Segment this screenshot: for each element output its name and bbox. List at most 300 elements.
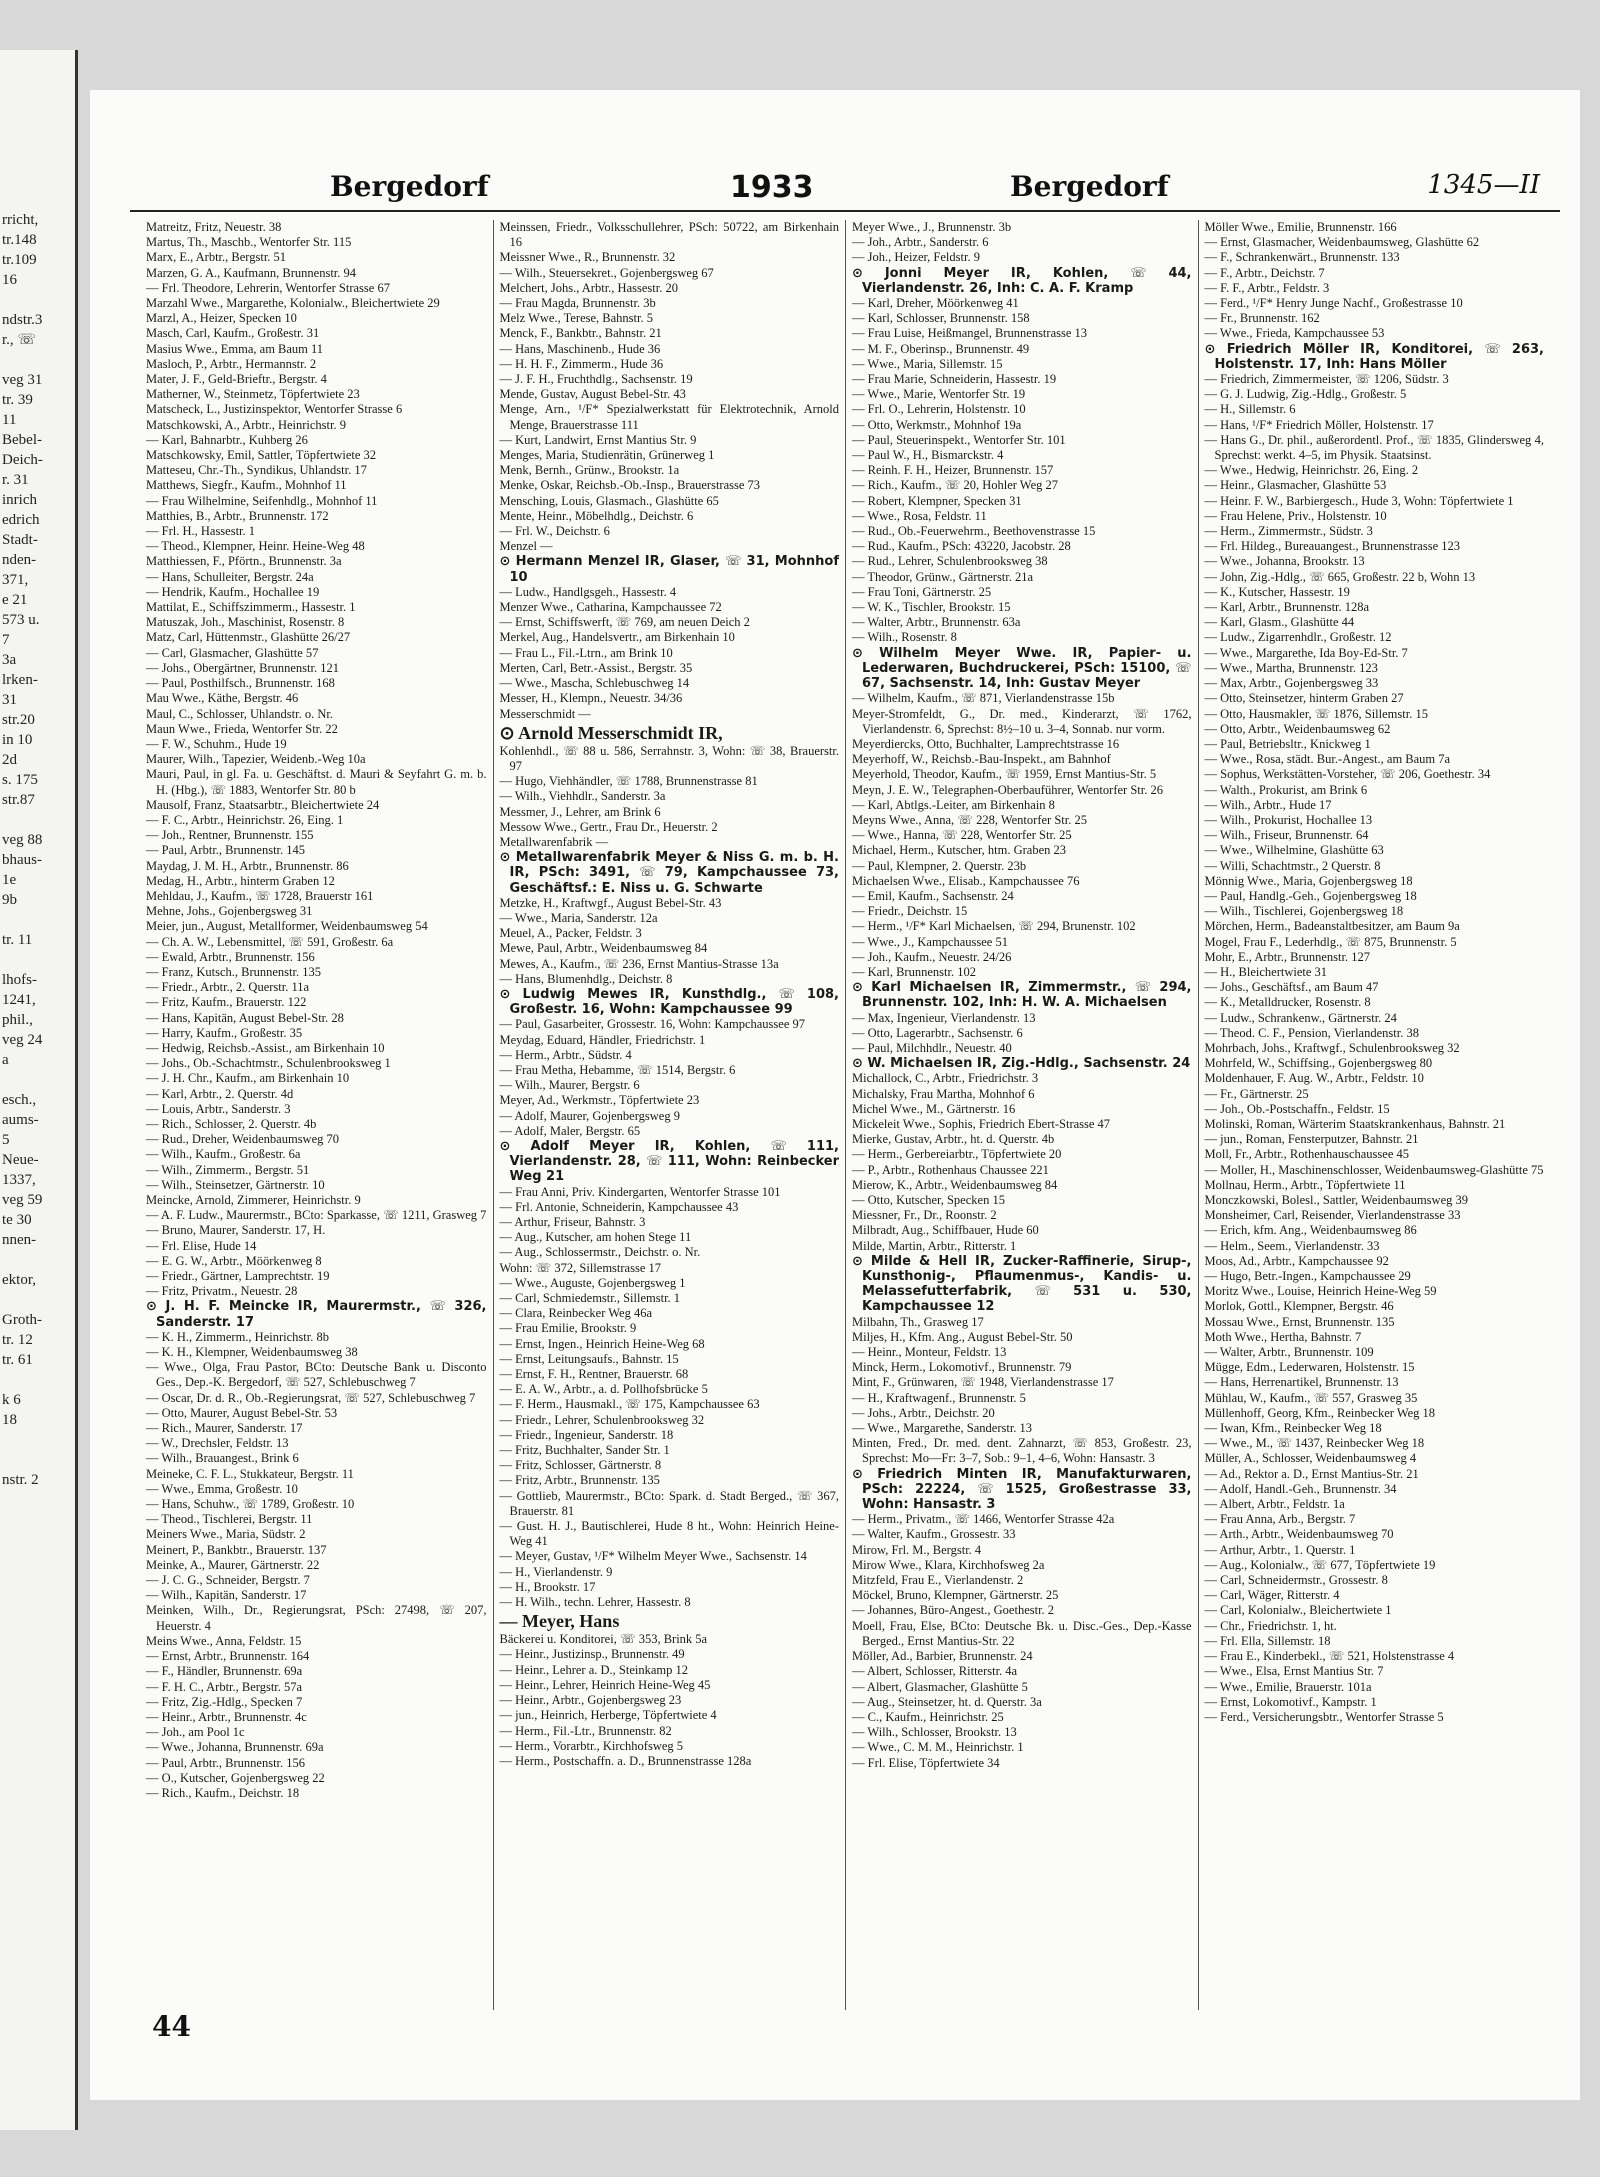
directory-entry: Meyer, Ad., Werkmstr., Töpfertwiete 23 <box>499 1093 700 1108</box>
directory-entry: ⊙ Metallwarenfabrik Meyer & Niss G. m. b. H. IR, PSch: 3491, ☏ 79, Kampchaussee 73, Geschäftsf.: E. Niss u. G. Schwarte <box>499 850 839 896</box>
directory-entry: — Herm., Arbtr., Südstr. 4 <box>499 1047 632 1062</box>
directory-entry: — Ernst, Arbtr., Brunnenstr. 164 <box>146 1649 310 1664</box>
directory-entry: — W. K., Tischler, Brookstr. 15 <box>852 600 1011 615</box>
directory-entry: Moldenhauer, F. Aug. W., Arbtr., Feldstr. 10 <box>1204 1071 1424 1086</box>
directory-entry: — Fritz, Buchhalter, Sander Str. 1 <box>499 1443 670 1458</box>
directory-entry: — Rud., Kaufm., PSch: 43220, Jacobstr. 28 <box>852 539 1071 554</box>
directory-entry: — Wilh., Kaufm., Großestr. 6a <box>146 1147 301 1162</box>
edge-fragment: veg 31 <box>2 372 43 388</box>
directory-entry: Mohr, E., Arbtr., Brunnenstr. 127 <box>1204 949 1370 964</box>
directory-entry: — Frl. Elise, Töpfertwiete 34 <box>852 1755 1000 1770</box>
directory-entry: — Otto, Werkmstr., Mohnhof 19a <box>852 417 1022 432</box>
directory-entry: Wohn: ☏ 372, Sillemstrasse 17 <box>499 1260 661 1275</box>
directory-entry: — Albert, Arbtr., Feldstr. 1a <box>1204 1497 1345 1512</box>
directory-entry: — Frau Marie, Schneiderin, Hassestr. 19 <box>852 372 1057 387</box>
directory-entry: — F., Arbtr., Deichstr. 7 <box>1204 265 1325 280</box>
directory-entry: — Friedr., Ingenieur, Sanderstr. 18 <box>499 1427 674 1442</box>
directory-entry: — Bruno, Maurer, Sanderstr. 17, H. <box>146 1223 326 1238</box>
directory-entry: — Joh., Rentner, Brunnenstr. 155 <box>146 828 314 843</box>
directory-entry: — Otto, Maurer, August Bebel-Str. 53 <box>146 1405 338 1420</box>
directory-entry: Meyerdiercks, Otto, Buchhalter, Lamprechtstrasse 16 <box>852 736 1120 751</box>
directory-entry: — Fritz, Schlosser, Gärtnerstr. 8 <box>499 1458 662 1473</box>
directory-entry: — Hans, Schuhw., ☏ 1789, Großestr. 10 <box>146 1497 355 1512</box>
directory-entry: — Wilh., Arbtr., Hude 17 <box>1204 797 1332 812</box>
directory-entry: Mater, J. F., Geld-Brieftr., Bergstr. 4 <box>146 372 327 387</box>
directory-entry: Martus, Th., Maschb., Wentorfer Str. 115 <box>146 235 352 250</box>
directory-entry: Milbradt, Aug., Schiffbauer, Hude 60 <box>852 1223 1039 1238</box>
directory-entry: — Ernst, Leitungsaufs., Bahnstr. 15 <box>499 1351 679 1366</box>
directory-entry: — Joh., Ob.-Postschaffn., Feldstr. 15 <box>1204 1101 1390 1116</box>
directory-entry: — Ch. A. W., Lebensmittel, ☏ 591, Großestr. 6a <box>146 934 394 949</box>
directory-entry: — Wwe., Marie, Wentorfer Str. 19 <box>852 387 1026 402</box>
directory-entry: Messow Wwe., Gertr., Frau Dr., Heuerstr. 2 <box>499 819 718 834</box>
directory-entry: — Ernst, Glasmacher, Weidenbaumsweg, Glashütte 62 <box>1204 235 1480 250</box>
directory-entry: — Herm., Zimmermstr., Südstr. 3 <box>1204 524 1373 539</box>
directory-entry: — Karl, Arbtr., 2. Querstr. 4d <box>146 1086 294 1101</box>
directory-entry: Matherner, W., Steinmetz, Töpfertwiete 23 <box>146 387 360 402</box>
edge-fragment: Neue- <box>2 1152 39 1168</box>
directory-entry: Matschkowski, A., Arbtr., Heinrichstr. 9 <box>146 417 346 432</box>
directory-entry: ⊙ Friedrich Minten IR, Manufakturwaren, PSch: 22224, ☏ 1525, Großestrasse 33, Wohn: Hansastr. 3 <box>852 1466 1192 1513</box>
footer-page-number: 44 <box>152 2010 191 2043</box>
directory-entry: — Herm., ¹/F* Karl Michaelsen, ☏ 294, Brunenstr. 102 <box>852 919 1136 934</box>
directory-entry: — Paul, Steuerinspekt., Wentorfer Str. 101 <box>852 432 1066 447</box>
directory-entry: Medag, H., Arbtr., hinterm Graben 12 <box>146 873 335 888</box>
directory-entry: — Frau E., Kinderbekl., ☏ 521, Holstenstrasse 4 <box>1204 1649 1455 1664</box>
directory-entry: ⊙ Jonni Meyer IR, Kohlen, ☏ 44, Vierlandenstr. 26, Inh: C. A. F. Kramp <box>852 265 1192 296</box>
directory-entry: Müller, A., Schlosser, Weidenbaumsweg 4 <box>1204 1451 1417 1466</box>
directory-entry: — Hugo, Viehhändler, ☏ 1788, Brunnenstrasse 81 <box>499 774 758 789</box>
directory-entry: — F. F., Arbtr., Feldstr. 3 <box>1204 280 1330 295</box>
directory-entry: Bäckerei u. Konditorei, ☏ 353, Brink 5a <box>499 1632 708 1647</box>
edge-fragment: 7 <box>2 632 10 648</box>
directory-entry: Müllenhoff, Georg, Kfm., Reinbecker Weg 18 <box>1204 1405 1436 1420</box>
directory-entry: Mende, Gustav, August Bebel-Str. 43 <box>499 387 686 402</box>
directory-entry: Mühlau, W., Kaufm., ☏ 557, Grasweg 35 <box>1204 1390 1418 1405</box>
directory-entry: — Rich., Schlosser, 2. Querstr. 4b <box>146 1116 317 1131</box>
directory-entry: Miessner, Fr., Dr., Roonstr. 2 <box>852 1208 997 1223</box>
directory-entry: — Wwe., Maria, Sillemstr. 15 <box>852 356 1003 371</box>
header-place-right: Bergedorf <box>1010 170 1169 203</box>
directory-entry: — Frau Helene, Priv., Holstenstr. 10 <box>1204 508 1387 523</box>
edge-fragment: e 21 <box>2 592 28 608</box>
directory-entry: Mierke, Gustav, Arbtr., ht. d. Querstr. 4b <box>852 1132 1055 1147</box>
directory-entry: — J. H. Chr., Kaufm., am Birkenhain 10 <box>146 1071 350 1086</box>
directory-entry: — Ludw., Zigarrenhdlr., Großestr. 12 <box>1204 630 1392 645</box>
edge-fragment: inrich <box>2 492 37 508</box>
directory-entry: — Helm., Seem., Vierlandenstr. 33 <box>1204 1238 1380 1253</box>
directory-entry: — Ernst, F. H., Rentner, Brauerstr. 68 <box>499 1367 689 1382</box>
directory-entry: — Wwe., Wilhelmine, Glashütte 63 <box>1204 843 1384 858</box>
edge-fragment: str.20 <box>2 712 35 728</box>
edge-fragment: 16 <box>2 272 17 288</box>
directory-entry: — Max, Arbtr., Gojenbergsweg 33 <box>1204 676 1379 691</box>
directory-entry: Meyerhoff, W., Reichsb.-Bau-Inspekt., am Bahnhof <box>852 752 1111 767</box>
directory-entry: Messerschmidt — <box>499 706 591 721</box>
edge-fragment: rricht, <box>2 212 39 228</box>
directory-entry: Menke, Oskar, Reichsb.-Ob.-Insp., Brauerstrasse 73 <box>499 478 761 493</box>
directory-entry: — Adolf, Handl.-Geh., Brunnenstr. 34 <box>1204 1481 1397 1496</box>
directory-entry: Mügge, Edm., Lederwaren, Holstenstr. 15 <box>1204 1360 1415 1375</box>
directory-entry: — Hans, Schulleiter, Bergstr. 24a <box>146 569 314 584</box>
directory-entry: — Karl, Brunnenstr. 102 <box>852 964 976 979</box>
edge-fragment: Deich- <box>2 452 43 468</box>
directory-entry: — Frl. H., Hassestr. 1 <box>146 524 256 539</box>
directory-columns <box>140 220 1550 2010</box>
directory-entry: — Frau L., Fil.-Ltrn., am Brink 10 <box>499 645 673 660</box>
directory-entry: — Louis, Arbtr., Sanderstr. 3 <box>146 1101 291 1116</box>
directory-entry: — F. W., Schuhm., Hude 19 <box>146 736 287 751</box>
edge-fragment: 31 <box>2 692 17 708</box>
directory-entry: — Walter, Arbtr., Brunnenstr. 63a <box>852 615 1021 630</box>
directory-entry: — Rich., Maurer, Sanderstr. 17 <box>146 1421 303 1436</box>
directory-entry: — Paul, Gasarbeiter, Grossestr. 16, Wohn: Kampchaussee 97 <box>499 1017 805 1032</box>
directory-entry: — Kurt, Landwirt, Ernst Mantius Str. 9 <box>499 432 697 447</box>
edge-fragment: nstr. 2 <box>2 1472 39 1488</box>
directory-entry: — Paul, Arbtr., Brunnenstr. 145 <box>146 843 306 858</box>
directory-entry: — Herm., Fil.-Ltr., Brunnenstr. 82 <box>499 1723 672 1738</box>
directory-entry: — F., Händler, Brunnenstr. 69a <box>146 1664 303 1679</box>
directory-entry: — H. H. F., Zimmerm., Hude 36 <box>499 356 664 371</box>
directory-entry: — Arthur, Friseur, Bahnstr. 3 <box>499 1215 646 1229</box>
directory-entry: ⊙ Milde & Hell IR, Zucker-Raffinerie, Sirup-, Kunsthonig-, Pflaumenmus-, Kandis- u. Melassefutterfabrik, ☏ 531 u. 530, Kampchaussee 12 <box>852 1253 1192 1315</box>
edge-fragment: tr. 12 <box>2 1332 33 1348</box>
directory-entry: — H., Vierlandenstr. 9 <box>499 1564 613 1579</box>
edge-fragment: tr.148 <box>2 232 37 248</box>
directory-entry: — Adolf, Maurer, Gojenbergsweg 9 <box>499 1108 680 1123</box>
directory-entry: — Albert, Schlosser, Ritterstr. 4a <box>852 1664 1018 1679</box>
directory-entry: Metzke, H., Kraftwgf., August Bebel-Str. 43 <box>499 895 722 910</box>
edge-fragment: 371, <box>2 572 29 588</box>
directory-entry: — Hugo, Betr.-Ingen., Kampchaussee 29 <box>1204 1269 1411 1284</box>
edge-fragment <box>2 810 75 830</box>
adjacent-page-edge <box>0 50 78 2130</box>
directory-entry: — Aug., Kutscher, am hohen Stege 11 <box>499 1230 692 1245</box>
directory-entry: — Hans, Herrenartikel, Brunnenstr. 13 <box>1204 1375 1399 1390</box>
edge-fragment: a <box>2 1052 9 1068</box>
directory-entry: Menges, Maria, Studienrätin, Grünerweg 1 <box>499 448 715 463</box>
directory-entry: Mönnig Wwe., Maria, Gojenbergsweg 18 <box>1204 873 1413 888</box>
directory-entry: Merten, Carl, Betr.-Assist., Bergstr. 35 <box>499 660 693 675</box>
directory-page <box>90 90 1580 2100</box>
edge-fragment: Stadt- <box>2 532 38 548</box>
directory-entry: — Robert, Klempner, Specken 31 <box>852 493 1022 508</box>
directory-entry: — Oscar, Dr. d. R., Ob.-Regierungsrat, ☏ 527, Schlebuschweg 7 <box>146 1390 476 1405</box>
directory-entry: Menk, Bernh., Grünw., Brookstr. 1a <box>499 463 680 478</box>
directory-entry: Matteseu, Chr.-Th., Syndikus, Uhlandstr. 17 <box>146 463 367 478</box>
edge-fragment: 2d <box>2 752 17 768</box>
directory-entry: Michalsky, Frau Martha, Mohnhof 6 <box>852 1086 1035 1101</box>
directory-entry: Melz Wwe., Terese, Bahnstr. 5 <box>499 311 653 326</box>
directory-entry: — Wwe., Margarethe, Ida Boy-Ed-Str. 7 <box>1204 645 1408 660</box>
directory-entry: — Reinh. F. H., Heizer, Brunnenstr. 157 <box>852 463 1054 478</box>
directory-entry: — Wilh., Friseur, Brunnenstr. 64 <box>1204 828 1369 843</box>
directory-entry: — Fr., Brunnenstr. 162 <box>1204 311 1320 326</box>
directory-entry: — F. C., Arbtr., Heinrichstr. 26, Eing. 1 <box>146 812 344 827</box>
directory-entry: Monsheimer, Carl, Reisender, Vierlandenstrasse 33 <box>1204 1208 1461 1223</box>
directory-entry: Marzl, A., Heizer, Specken 10 <box>146 311 297 326</box>
directory-entry: ⊙ Hermann Menzel IR, Glaser, ☏ 31, Mohnhof 10 <box>499 554 839 585</box>
directory-entry: — Arthur, Arbtr., 1. Querstr. 1 <box>1204 1542 1356 1557</box>
directory-entry: — Wwe., Johanna, Brookstr. 13 <box>1204 554 1365 569</box>
directory-entry: Möckel, Bruno, Klempner, Gärtnerstr. 25 <box>852 1588 1059 1603</box>
directory-entry: Meinken, Wilh., Dr., Regierungsrat, PSch: 27498, ☏ 207, Heuerstr. 4 <box>146 1603 487 1633</box>
directory-entry: — Paul, Handlg.-Geh., Gojenbergsweg 18 <box>1204 888 1417 903</box>
directory-entry: — Wilh., Steuersekret., Gojenbergsweg 67 <box>499 265 714 280</box>
directory-entry: — Herm., Gerbereiarbtr., Töpfertwiete 20 <box>852 1147 1062 1162</box>
directory-entry: — Friedrich, Zimmermeister, ☏ 1206, Südstr. 3 <box>1204 372 1449 387</box>
directory-entry: — Otto, Kutscher, Specken 15 <box>852 1193 1005 1207</box>
directory-entry: Menck, F., Bankbtr., Bahnstr. 21 <box>499 326 662 341</box>
directory-entry: Mausolf, Franz, Staatsarbtr., Bleichertwiete 24 <box>146 797 380 812</box>
directory-entry: — Wilh., Zimmerm., Bergstr. 51 <box>146 1162 310 1177</box>
directory-entry: — Wwe., Hanna, ☏ 228, Wentorfer Str. 25 <box>852 828 1072 843</box>
edge-fragment: r., ☏ <box>2 332 37 348</box>
directory-entry: — Johs., Arbtr., Deichstr. 20 <box>852 1405 995 1420</box>
directory-entry: — Wilh., Schlosser, Brookstr. 13 <box>852 1725 1017 1740</box>
directory-entry: — Frau Magda, Brunnenstr. 3b <box>499 296 656 311</box>
directory-entry: — Wilh., Steinsetzer, Gärtnerstr. 10 <box>146 1177 325 1192</box>
header-page-number: 1345—II <box>1427 170 1540 200</box>
directory-entry: — jun., Heinrich, Herberge, Töpfertwiete 4 <box>499 1708 717 1723</box>
directory-entry: — Rich., Kaufm., Deichstr. 18 <box>146 1785 300 1800</box>
directory-entry: — Frau Metha, Hebamme, ☏ 1514, Bergstr. 6 <box>499 1062 736 1077</box>
directory-entry: Moritz Wwe., Louise, Heinrich Heine-Weg 59 <box>1204 1284 1437 1299</box>
directory-entry: — Ewald, Arbtr., Brunnenstr. 156 <box>146 949 315 964</box>
directory-entry: — Carl, Schneidermstr., Grossestr. 8 <box>1204 1573 1388 1588</box>
directory-entry: Mogel, Frau F., Lederhdlg., ☏ 875, Brunnenstr. 5 <box>1204 934 1457 949</box>
directory-entry: — Heinr., Monteur, Feldstr. 13 <box>852 1345 1007 1360</box>
directory-entry: Michel Wwe., M., Gärtnerstr. 16 <box>852 1101 1016 1116</box>
directory-entry: — Friedr., Lehrer, Schulenbrooksweg 32 <box>499 1412 705 1427</box>
directory-entry: — Meyer, Hans <box>499 1611 620 1632</box>
directory-entry: — Walth., Prokurist, am Brink 6 <box>1204 782 1368 797</box>
directory-entry: Marx, E., Arbtr., Bergstr. 51 <box>146 250 287 265</box>
directory-entry: Milbahn, Th., Grasweg 17 <box>852 1314 984 1329</box>
directory-entry: — Frl. Antonie, Schneiderin, Kampchaussee 43 <box>499 1199 739 1214</box>
directory-entry: — Wilh., Prokurist, Hochallee 13 <box>1204 812 1373 827</box>
directory-entry: — E. G. W., Arbtr., Möörkenweg 8 <box>146 1253 322 1268</box>
directory-entry: — Johs., Geschäftsf., am Baum 47 <box>1204 980 1379 995</box>
edge-fragment: veg 88 <box>2 832 43 848</box>
directory-entry: Minten, Fred., Dr. med. dent. Zahnarzt, ☏ 853, Großestr. 23, Sprechst: Mo—Fr: 3–7, Sob.: 9–1, 4–6, Wohn: Hansastr. 3 <box>852 1436 1192 1466</box>
directory-entry: — Gust. H. J., Bautischlerei, Hude 8 ht., Wohn: Heinrich Heine-Weg 41 <box>499 1519 839 1549</box>
directory-entry: — Chr., Friedrichstr. 1, ht. <box>1204 1618 1337 1633</box>
directory-entry: Mohrfeld, W., Schiffsing., Gojenbergsweg 80 <box>1204 1056 1433 1071</box>
edge-fragment: Groth- <box>2 1312 42 1328</box>
directory-entry: — Aug., Kolonialw., ☏ 677, Töpfertwiete 19 <box>1204 1557 1436 1572</box>
header-place-left: Bergedorf <box>330 170 489 203</box>
directory-entry: — G. J. Ludwig, Zig.-Hdlg., Großestr. 5 <box>1204 387 1407 402</box>
directory-entry: — Fr., Gärtnerstr. 25 <box>1204 1086 1309 1101</box>
directory-entry: — Emil, Kaufm., Sachsenstr. 24 <box>852 888 1014 903</box>
directory-entry: Matthews, Siegfr., Kaufm., Mohnhof 11 <box>146 478 347 493</box>
directory-entry: Merkel, Aug., Handelsvertr., am Birkenhain 10 <box>499 630 735 645</box>
directory-entry: — Herm., Vorarbtr., Kirchhofsweg 5 <box>499 1738 684 1753</box>
directory-entry: — Joh., am Pool 1c <box>146 1725 245 1740</box>
edge-fragment <box>2 290 75 310</box>
edge-fragment: lrken- <box>2 672 38 688</box>
directory-entry: — Theod. C. F., Pension, Vierlandenstr. 38 <box>1204 1025 1419 1040</box>
directory-entry: Meineke, C. F. L., Stukkateur, Bergstr. 11 <box>146 1466 354 1481</box>
directory-entry: — Fritz, Arbtr., Brunnenstr. 135 <box>499 1473 660 1488</box>
edge-fragment: te 30 <box>2 1212 32 1228</box>
directory-entry: — Aug., Steinsetzer, ht. d. Querstr. 3a <box>852 1694 1042 1709</box>
directory-entry: — E. A. W., Arbtr., a. d. Pollhofsbrücke 5 <box>499 1382 708 1397</box>
directory-entry: — W., Drechsler, Feldstr. 13 <box>146 1436 289 1451</box>
directory-entry: Mint, F., Grünwaren, ☏ 1948, Vierlandenstrasse 17 <box>852 1375 1114 1390</box>
edge-fragment: veg 24 <box>2 1032 43 1048</box>
directory-entry: — Ludw., Schrankenw., Gärtnerstr. 24 <box>1204 1010 1397 1025</box>
directory-entry: — Paul, Milchhdlr., Neuestr. 40 <box>852 1040 1012 1055</box>
directory-entry: Michael, Herm., Kutscher, htm. Graben 23 <box>852 843 1067 858</box>
directory-entry: Mitzfeld, Frau E., Vierlandenstr. 2 <box>852 1573 1024 1588</box>
directory-entry: ⊙ Wilhelm Meyer Wwe. IR, Papier- u. Lederwaren, Buchdruckerei, PSch: 15100, ☏ 67, Sachsenstr. 14, Inh: Gustav Meyer <box>852 645 1192 692</box>
directory-entry: — Carl, Kolonialw., Bleichertwiete 1 <box>1204 1603 1392 1618</box>
directory-entry: — Frau Emilie, Brookstr. 9 <box>499 1321 637 1336</box>
directory-entry: — Otto, Lagerarbtr., Sachsenstr. 6 <box>852 1025 1023 1040</box>
directory-entry: Molinski, Roman, Wärterim Staatskrankenhaus, Bahnstr. 21 <box>1204 1116 1506 1131</box>
directory-entry: Matz, Carl, Hüttenmstr., Glashütte 26/27 <box>146 630 351 645</box>
edge-fragment <box>2 1250 75 1270</box>
directory-entry: — Wwe., Hedwig, Heinrichstr. 26, Eing. 2 <box>1204 463 1419 478</box>
directory-entry: ⊙ W. Michaelsen IR, Zig.-Hdlg., Sachsenstr. 24 <box>852 1056 1191 1072</box>
column-4 <box>1198 220 1551 2010</box>
edge-fragment: 1241, <box>2 992 36 1008</box>
directory-entry: — Wwe., Rosa, städt. Bur.-Angest., am Baum 7a <box>1204 752 1451 767</box>
directory-entry: Möller, Ad., Barbier, Brunnenstr. 24 <box>852 1649 1033 1664</box>
directory-entry: — Ludw., Handlgsgeh., Hassestr. 4 <box>499 584 677 599</box>
directory-entry: — Clara, Reinbecker Weg 46a <box>499 1306 653 1321</box>
directory-entry: Miljes, H., Kfm. Ang., August Bebel-Str. 50 <box>852 1329 1073 1344</box>
directory-entry: — Rud., Lehrer, Schulenbrooksweg 38 <box>852 554 1048 569</box>
directory-entry: — Paul, Betriebsltr., Knickweg 1 <box>1204 736 1371 751</box>
directory-entry: — Johannes, Büro-Angest., Goethestr. 2 <box>852 1603 1055 1618</box>
directory-entry: — Hans G., Dr. phil., außerordentl. Prof., ☏ 1835, Glindersweg 4, Sprechst: werkt. 4–5, im Physik. Staatsinst. <box>1204 432 1544 463</box>
edge-fragment: r. 31 <box>2 472 29 488</box>
edge-fragment: bhaus- <box>2 852 42 868</box>
directory-entry: — Frl. O., Lehrerin, Holstenstr. 10 <box>852 402 1026 417</box>
directory-entry: — Heinr., Justizinsp., Brunnenstr. 49 <box>499 1647 685 1662</box>
directory-entry: — Paul, Klempner, 2. Querstr. 23b <box>852 858 1027 873</box>
edge-fragment: tr. 39 <box>2 392 33 408</box>
directory-entry: — Wwe., Auguste, Gojenbergsweg 1 <box>499 1275 686 1290</box>
directory-entry: Meyn, J. E. W., Telegraphen-Oberbauführer, Wentorfer Str. 26 <box>852 782 1163 797</box>
edge-fragment: 18 <box>2 1412 17 1428</box>
edge-fragment: tr. 61 <box>2 1352 33 1368</box>
directory-entry: Moll, Fr., Arbtr., Rothenhauschaussee 45 <box>1204 1147 1409 1162</box>
directory-entry: Matscheck, L., Justizinspektor, Wentorfer Strasse 6 <box>146 402 403 417</box>
directory-entry: — Rud., Dreher, Weidenbaumsweg 70 <box>146 1132 340 1147</box>
directory-entry: — Heinr., Lehrer, Heinrich Heine-Weg 45 <box>499 1677 711 1692</box>
directory-entry: Meissner Wwe., R., Brunnenstr. 32 <box>499 250 676 265</box>
directory-entry: ⊙ J. H. F. Meincke IR, Maurermstr., ☏ 326, Sanderstr. 17 <box>146 1299 487 1330</box>
directory-entry: Matschkowsky, Emil, Sattler, Töpfertwiete 32 <box>146 448 377 463</box>
directory-entry: Maul, C., Schlosser, Uhlandstr. o. Nr. <box>146 706 333 721</box>
column-2 <box>493 220 846 2010</box>
directory-entry: — Aug., Schlossermstr., Deichstr. o. Nr. <box>499 1245 701 1260</box>
directory-entry: — Otto, Steinsetzer, hinterm Graben 27 <box>1204 691 1404 706</box>
directory-entry: — Frl. Ella, Sillemstr. 18 <box>1204 1633 1331 1648</box>
edge-fragment: in 10 <box>2 732 33 748</box>
directory-entry: — A. F. Ludw., Maurermstr., BCto: Sparkasse, ☏ 1211, Grasweg 7 <box>146 1208 487 1223</box>
directory-entry: Menzel — <box>499 539 553 554</box>
directory-entry: Maurer, Wilh., Tapezier, Weidenb.-Weg 10a <box>146 752 366 767</box>
directory-entry: — Heinr., Arbtr., Brunnenstr. 4c <box>146 1709 307 1724</box>
directory-entry: Kohlenhdl., ☏ 88 u. 586, Serrahnstr. 3, Wohn: ☏ 38, Brauerstr. 97 <box>499 743 839 773</box>
directory-entry: Meier, jun., August, Metallformer, Weidenbaumsweg 54 <box>146 919 428 934</box>
directory-entry: — Ad., Rektor a. D., Ernst Mantius-Str. 21 <box>1204 1466 1419 1481</box>
edge-fragment: str.87 <box>2 792 35 808</box>
directory-entry: — P., Arbtr., Rothenhaus Chaussee 221 <box>852 1162 1049 1177</box>
directory-entry: — Joh., Arbtr., Sanderstr. 6 <box>852 235 989 250</box>
directory-entry: Maun Wwe., Frieda, Wentorfer Str. 22 <box>146 721 338 736</box>
directory-entry: Mohrbach, Johs., Kraftwgf., Schulenbrooksweg 32 <box>1204 1040 1460 1055</box>
directory-entry: Mickeleit Wwe., Sophis, Friedrich Ebert-Strasse 47 <box>852 1116 1111 1131</box>
directory-entry: — Wwe., Rosa, Feldstr. 11 <box>852 508 987 523</box>
directory-entry: — Wwe., Emma, Großestr. 10 <box>146 1481 298 1496</box>
directory-entry: Meinert, P., Bankbtr., Brauerstr. 137 <box>146 1542 327 1557</box>
directory-entry: Mehldau, J., Kaufm., ☏ 1728, Brauerstr 161 <box>146 888 374 903</box>
directory-entry: — Moller, H., Maschinenschlosser, Weidenbaumsweg-Glashütte 75 <box>1204 1162 1544 1177</box>
directory-entry: — Fritz, Privatm., Neuestr. 28 <box>146 1284 298 1299</box>
directory-entry: — Friedr., Deichstr. 15 <box>852 904 968 919</box>
directory-entry: — Sophus, Werkstätten-Vorsteher, ☏ 206, Goethestr. 34 <box>1204 767 1491 782</box>
directory-entry: — Wwe., Mascha, Schlebuschweg 14 <box>499 676 690 691</box>
header-year: 1933 <box>730 170 814 205</box>
directory-entry: — Willi, Schachtmstr., 2 Querstr. 8 <box>1204 858 1381 873</box>
edge-fragment <box>2 350 75 370</box>
directory-entry: — Otto, Hausmakler, ☏ 1876, Sillemstr. 15 <box>1204 706 1428 721</box>
edge-fragment: 11 <box>2 412 17 428</box>
directory-entry: Mollnau, Herm., Arbtr., Töpfertwiete 11 <box>1204 1177 1406 1192</box>
directory-entry: — Otto, Arbtr., Weidenbaumsweg 62 <box>1204 721 1391 736</box>
directory-entry: Meyerhold, Theodor, Kaufm., ☏ 1959, Ernst Mantius-Str. 5 <box>852 767 1157 782</box>
edge-fragment: ektor, <box>2 1272 36 1288</box>
edge-fragment <box>2 950 75 970</box>
directory-entry: ⊙ Friedrich Möller IR, Konditorei, ☏ 263, Holstenstr. 17, Inh: Hans Möller <box>1204 341 1544 372</box>
directory-entry: Matthies, B., Arbtr., Brunnenstr. 172 <box>146 508 329 523</box>
directory-entry: — Karl, Schlosser, Brunnenstr. 158 <box>852 311 1030 326</box>
directory-entry: — Heinr., Glasmacher, Glashütte 53 <box>1204 478 1387 493</box>
directory-entry: — Heinr., Lehrer a. D., Steinkamp 12 <box>499 1662 688 1677</box>
directory-entry: — Frau Wilhelmine, Seifenhdlg., Mohnhof 11 <box>146 493 378 508</box>
directory-entry: — John, Zig.-Hdlg., ☏ 665, Großestr. 22 b, Wohn 13 <box>1204 569 1476 584</box>
directory-entry: — Karl, Bahnarbtr., Kuhberg 26 <box>146 432 308 447</box>
directory-entry: Menzer Wwe., Catharina, Kampchaussee 72 <box>499 600 722 615</box>
directory-entry: — Wwe., J., Kampchaussee 51 <box>852 934 1008 949</box>
directory-entry: — Heinr., Arbtr., Gojenbergsweg 23 <box>499 1693 682 1708</box>
directory-entry: Mörchen, Herm., Badeanstaltbesitzer, am Baum 9a <box>1204 919 1460 934</box>
directory-entry: — Wwe., Olga, Frau Pastor, BCto: Deutsche Bank u. Disconto Ges., Dep.-K. Bergedorf, ☏ 527, Schlebuschweg 7 <box>146 1360 487 1390</box>
edge-fragment: 573 u. <box>2 612 40 628</box>
directory-entry: — Wwe., Maria, Sanderstr. 12a <box>499 910 658 925</box>
directory-entry: — Erich, kfm. Ang., Weidenbaumsweg 86 <box>1204 1223 1417 1238</box>
directory-entry: — Wwe., C. M. M., Heinrichstr. 1 <box>852 1740 1024 1755</box>
directory-entry: Marzahl Wwe., Margarethe, Kolonialw., Bleichertwiete 29 <box>146 296 440 311</box>
directory-entry: — Rich., Kaufm., ☏ 20, Hohler Weg 27 <box>852 478 1059 493</box>
directory-entry: Meincke, Arnold, Zimmerer, Heinrichstr. 9 <box>146 1193 361 1207</box>
directory-entry: Meiners Wwe., Maria, Südstr. 2 <box>146 1527 306 1542</box>
directory-entry: — Karl, Dreher, Möörkenweg 41 <box>852 296 1019 311</box>
directory-entry: — Theod., Klempner, Heinr. Heine-Weg 48 <box>146 539 365 554</box>
directory-entry: — F. H. C., Arbtr., Bergstr. 57a <box>146 1679 303 1694</box>
directory-entry: ⊙ Karl Michaelsen IR, Zimmermstr., ☏ 294, Brunnenstr. 102, Inh: H. W. A. Michaelsen <box>852 980 1192 1011</box>
directory-entry: Meyer-Stromfeldt, G., Dr. med., Kinderarzt, ☏ 1762, Vierlandenstr. 6, Sprechst: 8½–10 u. 3–4, Sonnab. nur vorm. <box>852 706 1192 736</box>
directory-entry: Messmer, J., Lehrer, am Brink 6 <box>499 804 661 819</box>
directory-entry: — Wwe., Emilie, Brauerstr. 101a <box>1204 1679 1372 1694</box>
directory-entry: — Wwe., Elsa, Ernst Mantius Str. 7 <box>1204 1664 1384 1679</box>
